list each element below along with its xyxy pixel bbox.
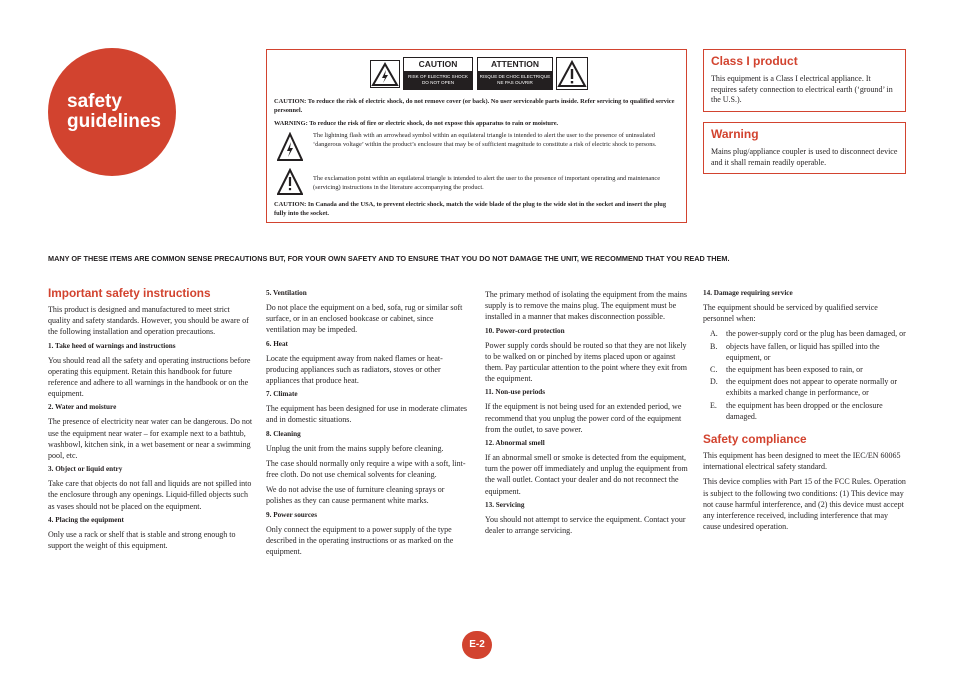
- warning-text-1: WARNING: To reduce the risk of fire or electric shock, do not expose this apparatus to rain or moisture.: [274, 120, 559, 127]
- column-4: [703, 289, 906, 536]
- column-1: [48, 286, 253, 555]
- attention-label: [477, 57, 553, 90]
- item-8-text-c: We do not advise the use of furniture cleaning sprays or polishes as they can cause permanent white marks.: [266, 485, 445, 506]
- item-2-text: The presence of electricity near water can be dangerous. Do not use the equipment near water – for example next to a bathtub, washbowl, kitchen sink, in a wet basement or near a swimming pool, etc.: [48, 417, 253, 461]
- item-8-text-b: The case should normally only require a wipe with a soft, lint-free cloth. Do not use chemical solvents for cleaning.: [266, 458, 466, 480]
- title-circle: [48, 48, 176, 176]
- compliance-text-1: This equipment has been designed to meet the IEC/EN 60065 international electrical safety standard.: [703, 451, 901, 472]
- item-13-heading: 13. Servicing: [485, 500, 525, 509]
- item-7-heading: 7. Climate: [266, 390, 298, 399]
- item-1-text: You should read all the safety and operating instructions before operating this equipment. Retain this handbook for future reference and adhere to all warnings in the handbook or on the equipment.: [48, 355, 251, 399]
- item-3-heading: 3. Object or liquid entry: [48, 465, 123, 474]
- list-item: B. objects have fallen, or liquid has spilled into the equipment, or: [710, 341, 880, 362]
- item-14-heading: 14. Damage requiring service: [703, 289, 793, 297]
- exclamation-triangle-icon: [556, 57, 588, 90]
- warning-box: [703, 122, 906, 174]
- lightning-icon: [277, 132, 303, 162]
- caution-canada-text: CAUTION: In Canada and the USA, to prevent electric shock, match the wide blade of the plug to the wide slot in the socket and insert the plug fully into the socket.: [274, 201, 667, 217]
- caution-text-1: CAUTION: To reduce the risk of electric shock, do not remove cover (or back). No user serviceable parts inside. Refer servicing to qualified service personnel.: [274, 98, 675, 114]
- safety-compliance-heading: Safety compliance: [703, 432, 807, 447]
- caution-label: [403, 57, 473, 90]
- caution-label-sub: RISK OF ELECTRIC SHOCK DO NOT OPEN: [404, 72, 472, 90]
- item-11-text: If the equipment is not being used for an extended period, we recommend that you unplug the power cord of the equipment from the outlet, to save power.: [485, 402, 682, 434]
- item-14-text: The equipment should be serviced by qualified service personnel when:: [703, 303, 878, 324]
- item-10-text: Power supply cords should be routed so that they are not likely to be walked on or pinched by items placed upon or against them. Pay particular attention to the point where they exit from the equipment.: [485, 340, 687, 384]
- item-8-text-a: Unplug the unit from the mains supply before cleaning.: [266, 443, 444, 453]
- list-item: E. the equipment has been dropped or the enclosure damaged.: [710, 400, 883, 421]
- item-8-heading: 8. Cleaning: [266, 429, 301, 438]
- class-i-title: Class I product: [711, 54, 798, 68]
- page-title: safety guidelines: [67, 91, 161, 132]
- intro-text: This product is designed and manufactured to meet strict quality and safety standards. However, you should be aware of the following installation and operation precautions.: [48, 305, 249, 337]
- exclamation-text: The exclamation point within an equilateral triangle is intended to alert the user to the presence of important operating and maintenance (servicing) instructions in the literature accompanying the product.: [313, 175, 661, 191]
- item-12-text: If an abnormal smell or smoke is detected from the equipment, turn the power off immediately and unplug the equipment from the wall outlet. Contact your dealer and do not reconnect the equipment.: [485, 453, 688, 496]
- column-3: [485, 289, 689, 540]
- attention-label-sub: RISQUE DE CHOC ELECTRIQUE NE PAS OUVRIR: [478, 72, 552, 90]
- list-item: C. the equipment has been exposed to rain, or: [710, 365, 863, 375]
- item-6-text: Locate the equipment away from naked flames or heat-producing appliances such as radiators, stoves or other appliances that produce heat.: [266, 353, 443, 386]
- item-5-text: Do not place the equipment on a bed, sofa, rug or similar soft surface, or in an enclosed bookcase or cabinet, since ventilation may be impeded.: [266, 303, 463, 335]
- item-9-text: Only connect the equipment to a power supply of the type described in the operating instructions or as marked on the equipment.: [266, 524, 454, 557]
- attention-label-title: ATTENTION: [478, 58, 552, 72]
- column-2: [266, 289, 468, 561]
- item-13-text: You should not attempt to service the equipment. Contact your dealer to arrange servicing.: [485, 514, 686, 536]
- item-11-heading: 11. Non-use periods: [485, 388, 546, 397]
- item-4-heading: 4. Placing the equipment: [48, 515, 124, 524]
- item-5-heading: 5. Ventilation: [266, 289, 307, 297]
- compliance-text-2: This device complies with Part 15 of the FCC Rules. Operation is subject to the following two conditions: (1) This device may not cause harmful interference, and (2) this device must accept any interference received, including interference that may cause undesired operation.: [703, 477, 906, 532]
- item-9-text-b: The primary method of isolating the equipment from the mains supply is to remove the mains plug. The equipment must be installed in a manner that makes disconnection possible.: [485, 290, 687, 322]
- service-conditions-list: [703, 328, 906, 422]
- page-number: E-2: [462, 631, 492, 659]
- item-4-text: Only use a rack or shelf that is stable and strong enough to support the weight of this equipment.: [48, 529, 236, 551]
- item-3-text: Take care that objects do not fall and liquids are not spilled into the enclosure through any openings. Liquid-filled objects such as vases should not be placed on the equipment.: [48, 479, 252, 511]
- item-7-text: The equipment has been designed for use in moderate climates and in domestic situations.: [266, 404, 468, 425]
- lightning-text: The lightning flash with an arrowhead symbol within an equilateral triangle is intended to alert the user to the presence of uninsulated ‘dangerous voltage’ within the product’s enclosure that may be of sufficient magnitude to constitute a risk of electric shock to persons.: [313, 132, 657, 148]
- caution-box: [266, 49, 687, 223]
- list-item: D. the equipment does not appear to operate normally or exhibits a marked change in performance, or: [710, 377, 898, 398]
- caution-label-title: CAUTION: [404, 58, 472, 72]
- item-10-heading: 10. Power-cord protection: [485, 326, 565, 335]
- list-item: A. the power-supply cord or the plug has been damaged, or: [710, 329, 906, 339]
- item-2-heading: 2. Water and moisture: [48, 403, 117, 412]
- warning-text: Mains plug/appliance coupler is used to disconnect device and it shall remain readily operable.: [711, 147, 898, 167]
- class-i-box: [703, 49, 906, 112]
- class-i-text: This equipment is a Class I electrical appliance. It requires safety connection to electrical earth (‘ground’ in the U.S.).: [711, 74, 893, 104]
- precautions-banner: MANY OF THESE ITEMS ARE COMMON SENSE PRECAUTIONS BUT, FOR YOUR OWN SAFETY AND TO ENSURE THAT YOU DO NOT DAMAGE THE UNIT, WE RECOMMEND THAT YOU READ THEM.: [48, 254, 730, 263]
- exclamation-icon: [277, 168, 303, 196]
- item-12-heading: 12. Abnormal smell: [485, 439, 545, 448]
- warning-title: Warning: [711, 127, 759, 141]
- item-6-heading: 6. Heat: [266, 339, 288, 348]
- item-9-heading: 9. Power sources: [266, 510, 318, 519]
- important-safety-heading: Important safety instructions: [48, 286, 211, 300]
- lightning-triangle-icon: [370, 60, 400, 88]
- item-1-heading: 1. Take heed of warnings and instructions: [48, 341, 176, 350]
